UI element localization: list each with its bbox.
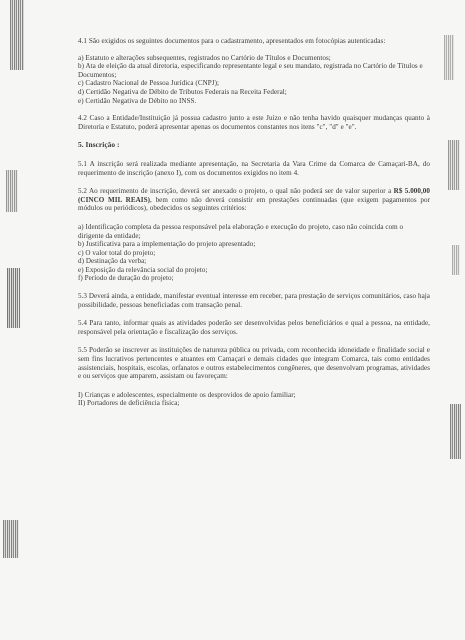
paragraph-4-2: 4.2 Caso a Entidade/Instituição já possua cadastro junto a este Juízo e não tenha havido quaisquer mudanças quanto à Diretoria e Estatuto, poderá apresentar apenas os documentos constantes nos itens "c", "d" e "e". [78,114,430,131]
list-item: d) Certidão Negativa de Débito de Tributos Federais na Receita Federal; [78,87,287,96]
list-item: a) Identificação completa da pessoa responsável pela elaboração e execução do projeto, caso não coincida com o dirigente da entidade; [78,222,404,240]
paragraph-5-2 [78,187,430,213]
list-item: b) Justificativa para a implementação do projeto apresentado; [78,240,256,249]
paragraph-5-4: 5.4 Para tanto, informar quais as atividades poderão ser desenvolvidas pelos beneficiários e qual a pessoa, na entidade, responsável pela orientação e fiscalização dos serviços. [78,319,430,336]
list-5-2 [78,223,430,283]
list-item: b) Ata de eleição da atual diretoria, especificando representante legal e seu mandato, registrada no Cartório de Títulos e Documentos; [78,62,423,79]
document-body [78,37,430,417]
scan-edge-mark [10,0,24,70]
list-item: f) Período de duração do projeto; [78,274,174,283]
list-item: II) Portadores de deficiência física; [78,399,180,408]
paragraph-5-2-text-end: , bem como não deverá consistir em prestações continuadas (que exigem pagamentos por módulos ou periódicos), obedecidos os seguintes critérios: [78,195,431,213]
scan-edge-mark [6,170,18,212]
paragraph-5-5: 5.5 Poderão se inscrever as instituições de natureza pública ou privada, com reconhecida idoneidade e finalidade social e sem fins lucrativos pertencentes e atuantes em Camaçari e demais cidades que integram Comarca, tais como entidades assistenciais, hospitais, escolas, orfanatos e outros estabelecimentos congêneres, que desenvolvam programas, atividades e ou serviços que amparem, assistam ou favoreçam: [78,346,430,381]
scan-edge-mark [7,268,20,328]
list-item: d) Destinação da verba; [78,257,147,266]
scan-edge-mark [448,140,460,190]
paragraph-5-2-text: 5.2 Ao requerimento de inscrição, deverá ser anexado o projeto, o qual não poderá ser de valor superior a [78,187,394,196]
scan-edge-mark [3,520,19,558]
section-heading-5: 5. Inscrição : [78,140,120,150]
paragraph-5-3: 5.3 Deverá ainda, a entidade, manifestar eventual interesse em receber, para prestação de serviços comunitários, caso haja possibilidade, pessoas beneficiadas com transação penal. [78,292,430,309]
amount-limit: R$ 5.000,00 (CINCO MIL REAIS) [78,187,430,204]
scan-edge-mark [444,35,454,80]
paragraph-4-1: 4.1 São exigidos os seguintes documentos para o cadastramento, apresentados em fotocópias autenticadas: [78,37,386,45]
list-item: e) Certidão Negativa de Débito no INSS. [78,96,197,105]
scan-edge-mark [450,404,461,459]
list-4-1 [78,54,430,106]
paragraph-5-1: 5.1 A inscrição será realizada mediante apresentação, na Secretaria da Vara Crime da Comarca de Camaçari-BA, do requerimento de inscrição (anexo I), com os documentos exigidos no item 4. [78,159,430,177]
list-5-5 [78,391,430,408]
list-item: c) O valor total do projeto; [78,248,156,257]
list-item: a) Estatuto e alterações subsequentes, registrados no Cartório de Títulos e Documentos; [78,53,331,62]
scan-edge-mark [452,245,460,275]
list-item: c) Cadastro Nacional de Pessoa Jurídica (CNPJ); [78,79,220,88]
list-item: I) Crianças e adolescentes, especialmente os desprovidos de apoio familiar; [78,390,296,399]
list-item: e) Exposição da relevância social do projeto; [78,265,208,274]
